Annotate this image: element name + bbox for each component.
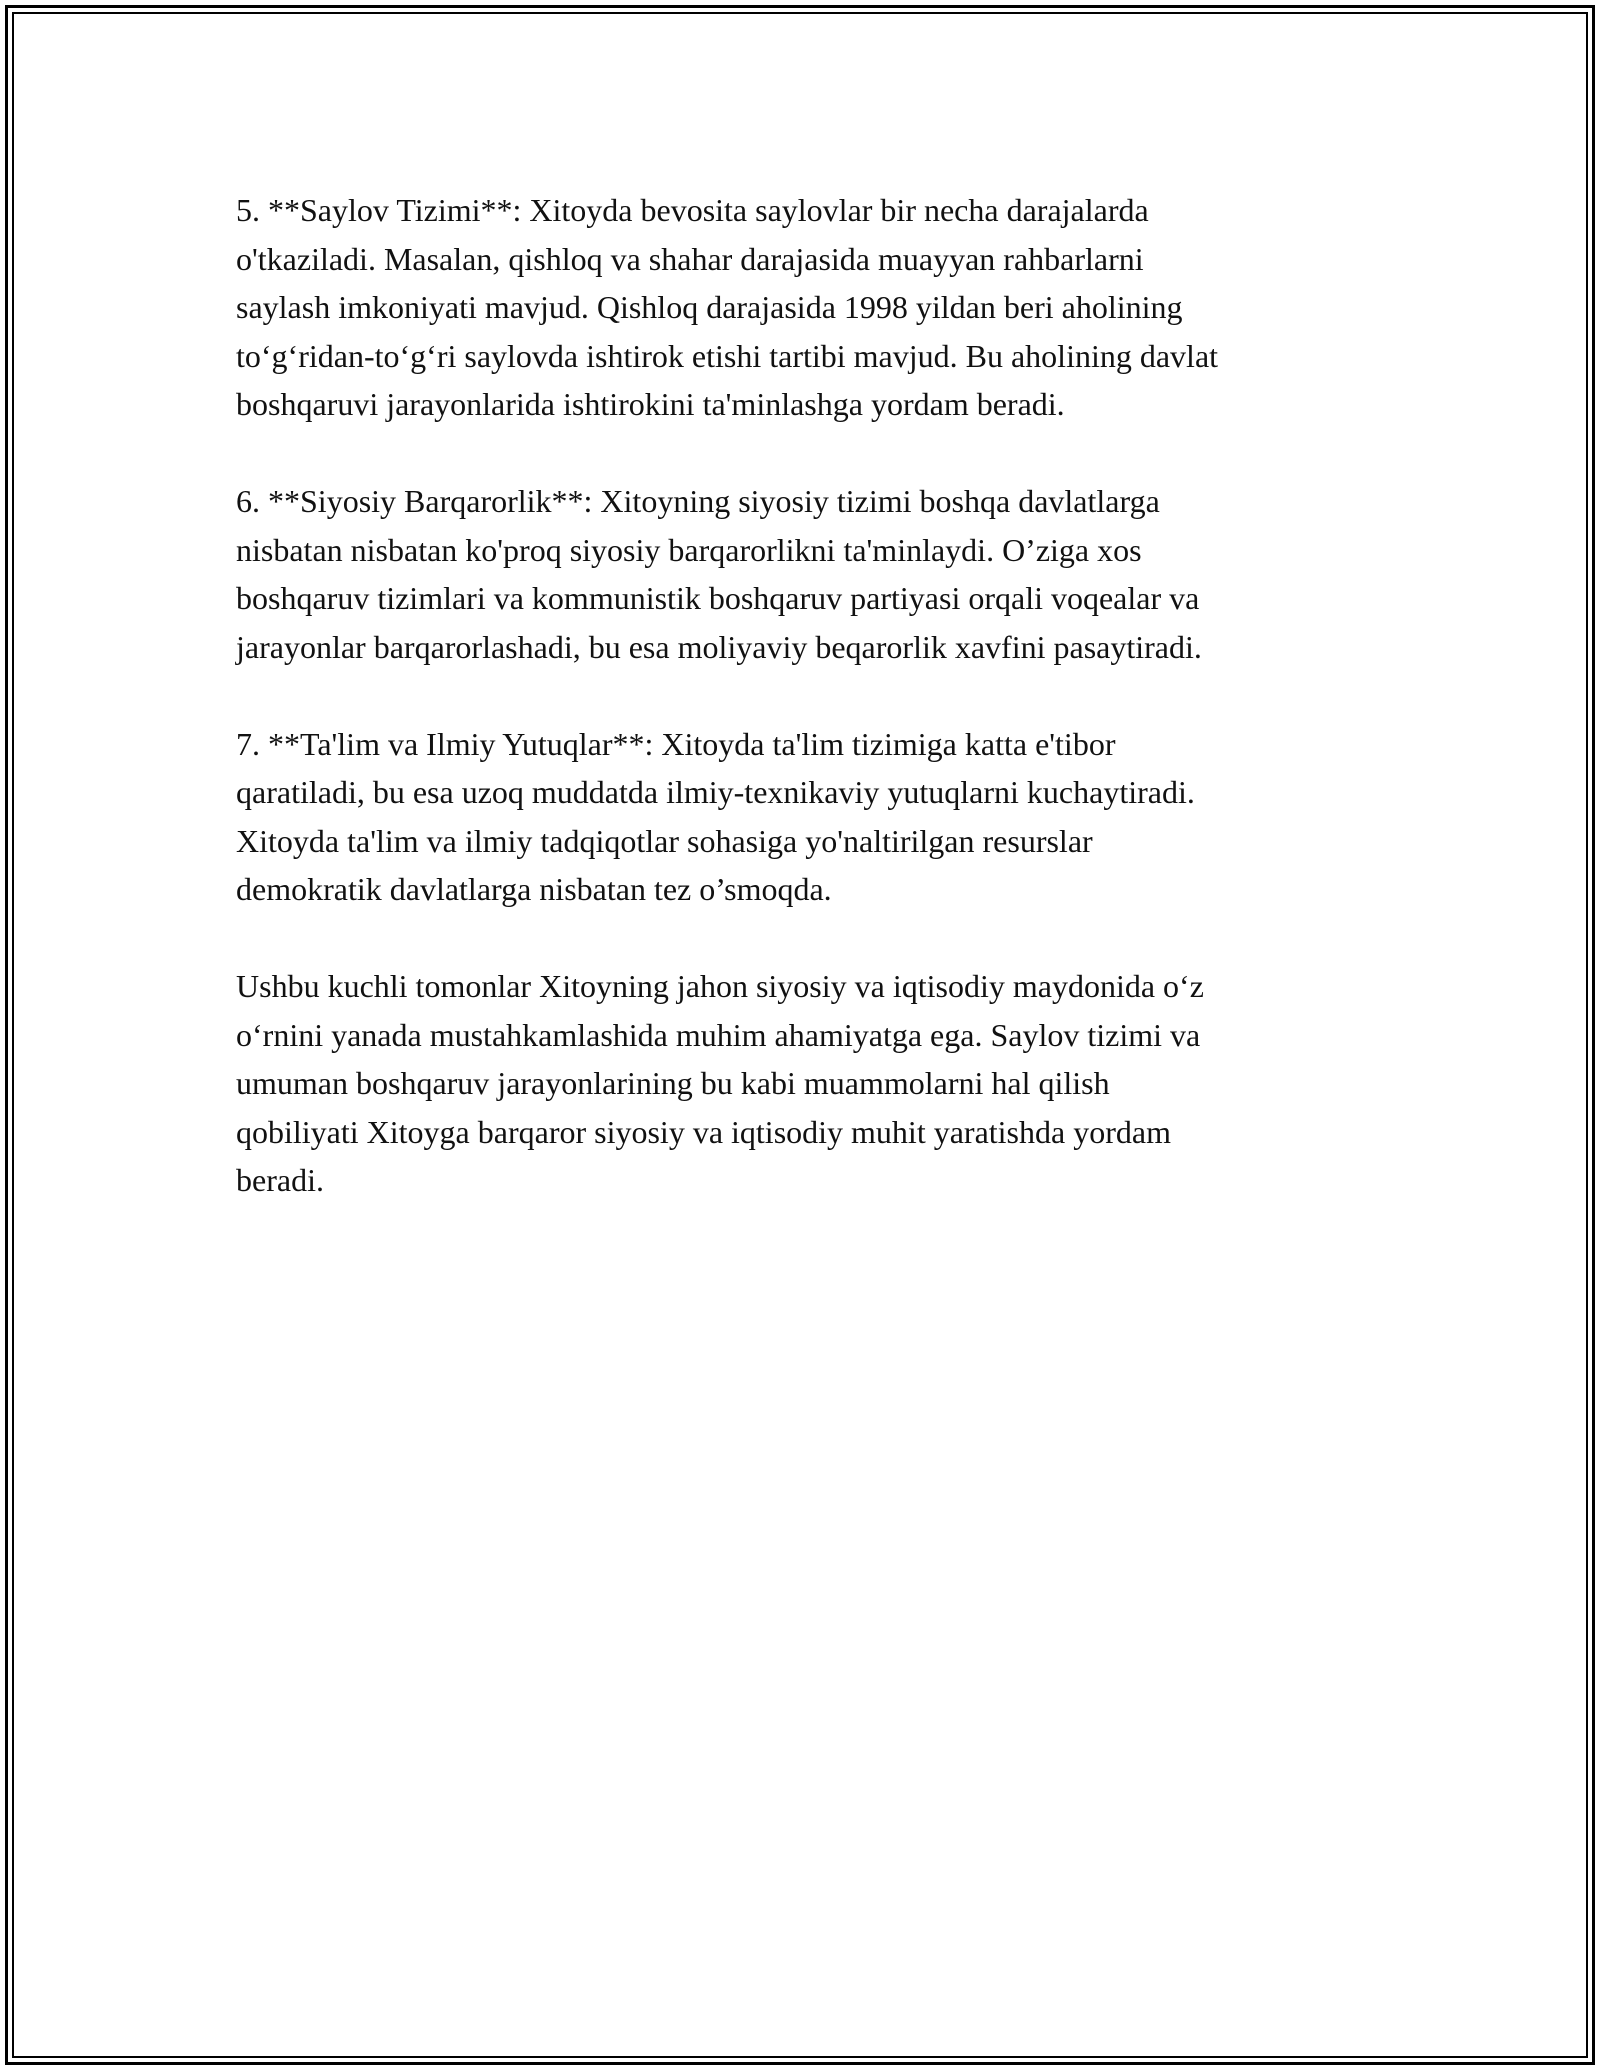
document-body bbox=[236, 186, 1386, 1253]
paragraph-conclusion: Ushbu kuchli tomonlar Xitoyning jahon siyosiy va iqtisodiy maydonida o‘z o‘rnini yanada mustahkamlashida muhim ahamiyatga ega. Saylov tizimi va umuman boshqaruv jarayonlarining bu kabi muammolarni hal qilish qobiliyati Xitoyga barqaror siyosiy va iqtisodiy muhit yaratishda yordam beradi. bbox=[236, 968, 1204, 1198]
paragraph-saylov-tizimi: 5. **Saylov Tizimi**: Xitoyda bevosita saylovlar bir necha darajalarda o'tkaziladi. Masalan, qishloq va shahar darajasida muayyan rahbarlarni saylash imkoniyati mavjud. Qishloq darajasida 1998 yildan beri aholining to‘g‘ridan-to‘g‘ri saylovda ishtirok etishi tartibi mavjud. Bu aholining davlat boshqaruvi jarayonlarida ishtirokini ta'minlashga yordam beradi. bbox=[236, 192, 1219, 422]
paragraph-talim-ilmiy-yutuqlar: 7. **Ta'lim va Ilmiy Yutuqlar**: Xitoyda ta'lim tizimiga katta e'tibor qaratiladi, bu esa uzoq muddatda ilmiy-texnikaviy yutuqlarni kuchaytiradi. Xitoyda ta'lim va ilmiy tadqiqotlar sohasiga yo'naltirilgan resurslar demokratik davlatlarga nisbatan tez o’smoqda. bbox=[236, 725, 1195, 907]
paragraph-siyosiy-barqarorlik: 6. **Siyosiy Barqarorlik**: Xitoyning siyosiy tizimi boshqa davlatlarga nisbatan nisbatan ko'proq siyosiy barqarorlikni ta'minlaydi. O’ziga xos boshqaruv tizimlari va kommunistik boshqaruv partiyasi orqali voqealar va jarayonlar barqarorlashadi, bu esa moliyaviy beqarorlik xavfini pasaytiradi. bbox=[236, 483, 1202, 665]
